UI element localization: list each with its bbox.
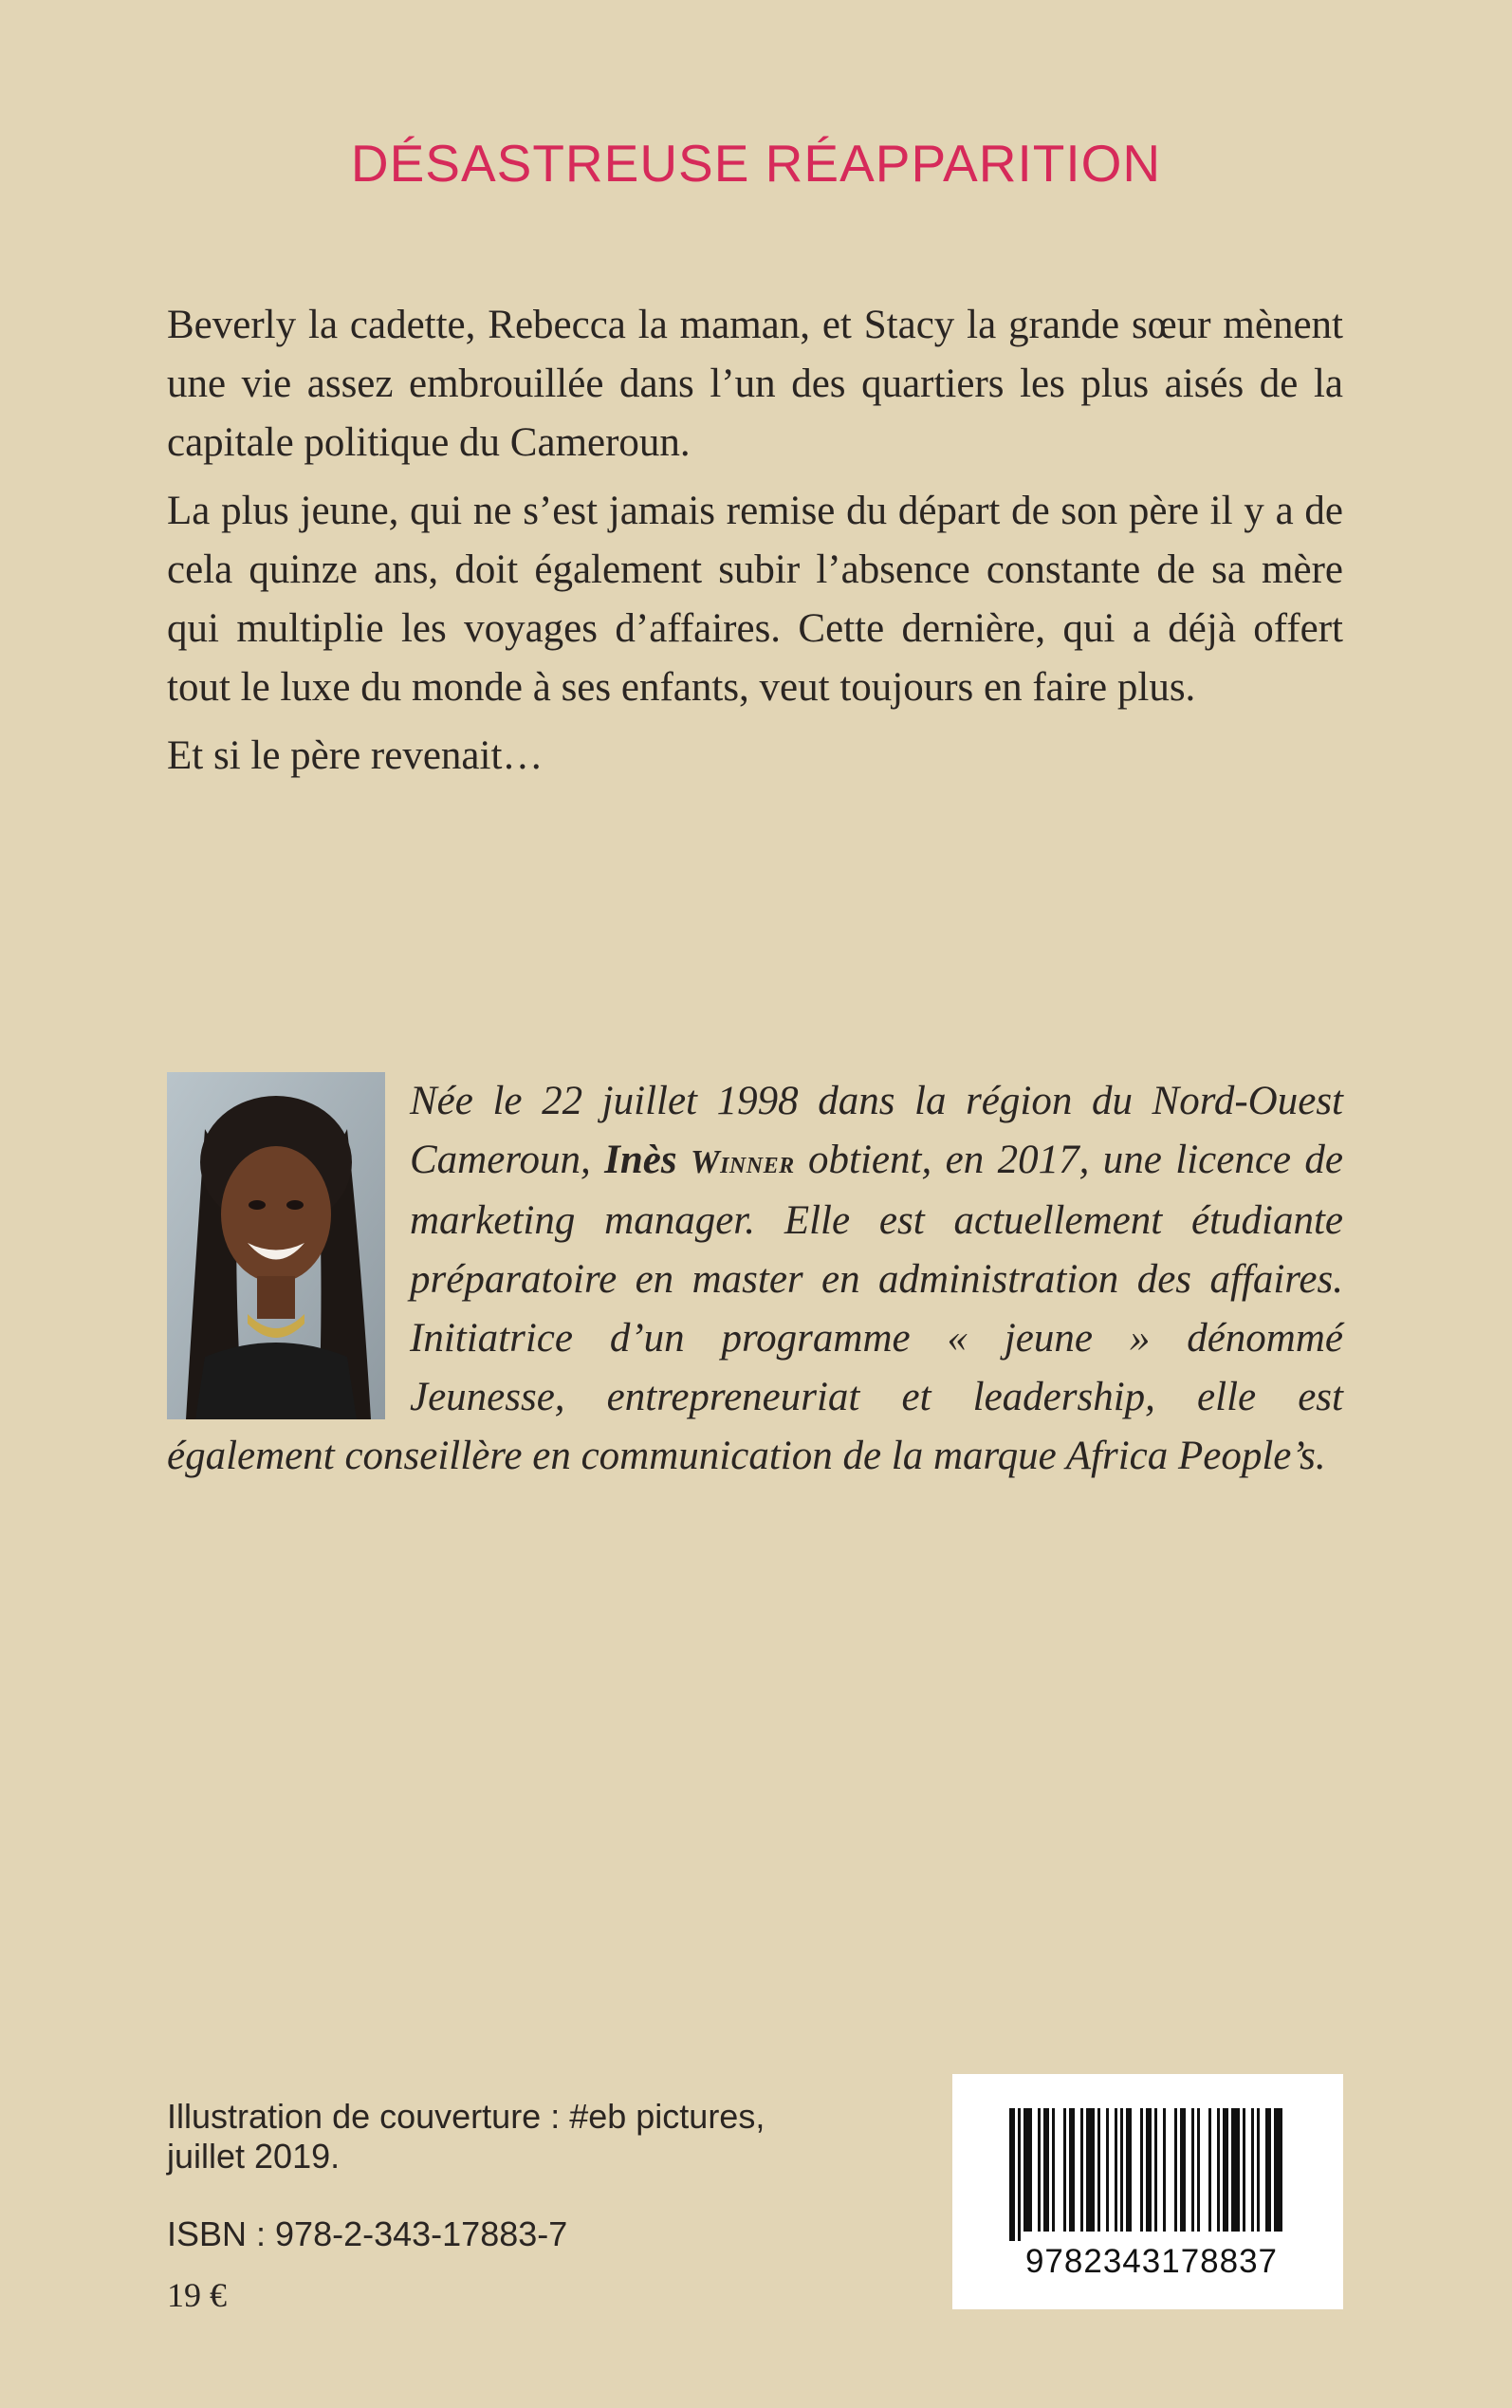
summary-paragraph: La plus jeune, qui ne s’est jamais remise du départ de son père il y a de cela quinze ans, doit également subir l’absence constante de sa mère qui multiplie les voyages d’affaires. Cette dernière, qui a déjà offert tout le luxe du monde à ses enfants, veut toujours en faire plus. xyxy=(167,489,1343,710)
barcode-bar xyxy=(1120,2108,1123,2232)
summary-paragraph: Et si le père revenait… xyxy=(167,733,544,778)
barcode-bar xyxy=(1009,2108,1015,2241)
barcode-bar xyxy=(1243,2108,1245,2232)
book-title: DÉSASTREUSE RÉAPPARITION xyxy=(350,134,1162,193)
barcode-bar xyxy=(1086,2108,1095,2232)
barcode-bar xyxy=(1106,2108,1109,2232)
author-photo xyxy=(167,1072,385,1419)
barcode-bar xyxy=(1163,2108,1166,2232)
barcode-bar xyxy=(1097,2108,1100,2232)
book-summary xyxy=(167,296,1343,795)
barcode-bar xyxy=(1180,2108,1186,2232)
barcode-bar xyxy=(1080,2108,1083,2232)
barcode-bar xyxy=(1043,2108,1049,2232)
author-bio-text: obtient, en 2017, une licence de marketing manager. Elle est actuellement étudiante préparatoire en master en administration des affaires. Initiatrice d’un programme « jeune » dénommé Jeunesse, entrepreneuriat et leadership, elle est également conseillère en communication de la marque Africa People’s. xyxy=(167,1138,1344,1478)
barcode-bar xyxy=(1231,2108,1240,2232)
barcode-bar xyxy=(1274,2108,1282,2232)
barcode-bar xyxy=(1146,2108,1152,2232)
barcode-bar xyxy=(1257,2108,1260,2232)
barcode-bar xyxy=(1038,2108,1041,2232)
barcode-bar xyxy=(1223,2108,1228,2232)
barcode-bar xyxy=(1197,2108,1200,2232)
isbn: ISBN : 978-2-343-17883-7 xyxy=(167,2214,568,2253)
barcode-bar xyxy=(1140,2108,1143,2232)
barcode-bar xyxy=(1023,2108,1032,2232)
author-bio xyxy=(167,1072,1343,1486)
cover-credit: Illustration de couverture : #eb pictures, juillet 2019. xyxy=(167,2097,765,2176)
barcode-bar xyxy=(1063,2108,1066,2232)
barcode-bar xyxy=(1126,2108,1132,2232)
barcode-bar xyxy=(1154,2108,1157,2232)
price: 19 € xyxy=(167,2276,227,2314)
barcode-bar xyxy=(1208,2108,1211,2232)
author-name: Inès Winner xyxy=(604,1138,795,1182)
barcode xyxy=(952,2074,1343,2309)
barcode-bar xyxy=(1052,2108,1055,2232)
barcode-bars xyxy=(1009,2108,1286,2241)
barcode-bar xyxy=(1265,2108,1271,2232)
barcode-bar xyxy=(1191,2108,1194,2232)
barcode-bar xyxy=(1115,2108,1117,2232)
barcode-bar xyxy=(1251,2108,1254,2232)
summary-paragraph: Beverly la cadette, Rebecca la maman, et Stacy la grande sœur mènent une vie assez embrouillée dans l’un des quartiers les plus aisés de la capitale politique du Cameroun. xyxy=(167,303,1343,465)
barcode-bar xyxy=(1174,2108,1177,2232)
barcode-bar xyxy=(1018,2108,1021,2241)
barcode-bar xyxy=(1217,2108,1220,2232)
barcode-number: 9782343178837 xyxy=(1024,2243,1279,2280)
barcode-bar xyxy=(1069,2108,1075,2232)
author-bio-text: Née le 22 juillet 1998 dans la région du Nord-Ouest Cameroun, xyxy=(410,1079,1343,1182)
